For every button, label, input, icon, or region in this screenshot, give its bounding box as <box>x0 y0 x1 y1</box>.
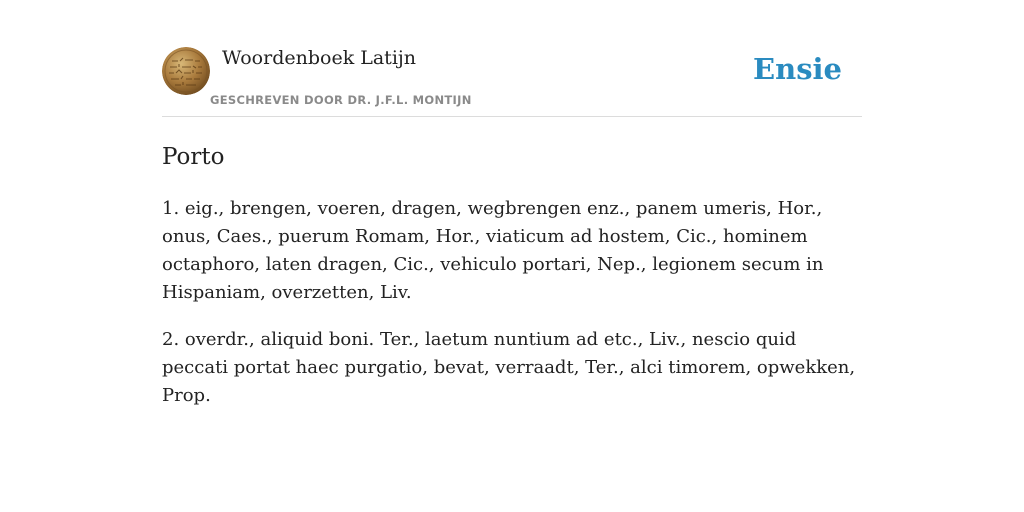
author-byline: GESCHREVEN DOOR DR. J.F.L. MONTIJN <box>210 93 472 107</box>
ensie-brand-logo[interactable]: Ensie <box>753 52 842 86</box>
page-container <box>162 0 862 410</box>
book-title[interactable]: Woordenboek Latijn <box>222 47 417 69</box>
entry-headword: Porto <box>162 144 225 170</box>
page-header <box>162 0 862 117</box>
definition-paragraph: 2. overdr., aliquid boni. Ter., laetum nuntium ad etc., Liv., nescio quid peccati portat haec purgatio, bevat, verraadt, Ter., alci timorem, opwekken, Prop. <box>162 329 856 406</box>
coin-logo-icon[interactable] <box>162 47 210 95</box>
definition-paragraph: 1. eig., brengen, voeren, dragen, wegbrengen enz., panem umeris, Hor., onus, Caes., puerum Romam, Hor., viaticum ad hostem, Cic., hominem octaphoro, laten dragen, Cic., vehiculo portari, Nep., legionem secum in Hispaniam, overzetten, Liv. <box>162 198 824 303</box>
